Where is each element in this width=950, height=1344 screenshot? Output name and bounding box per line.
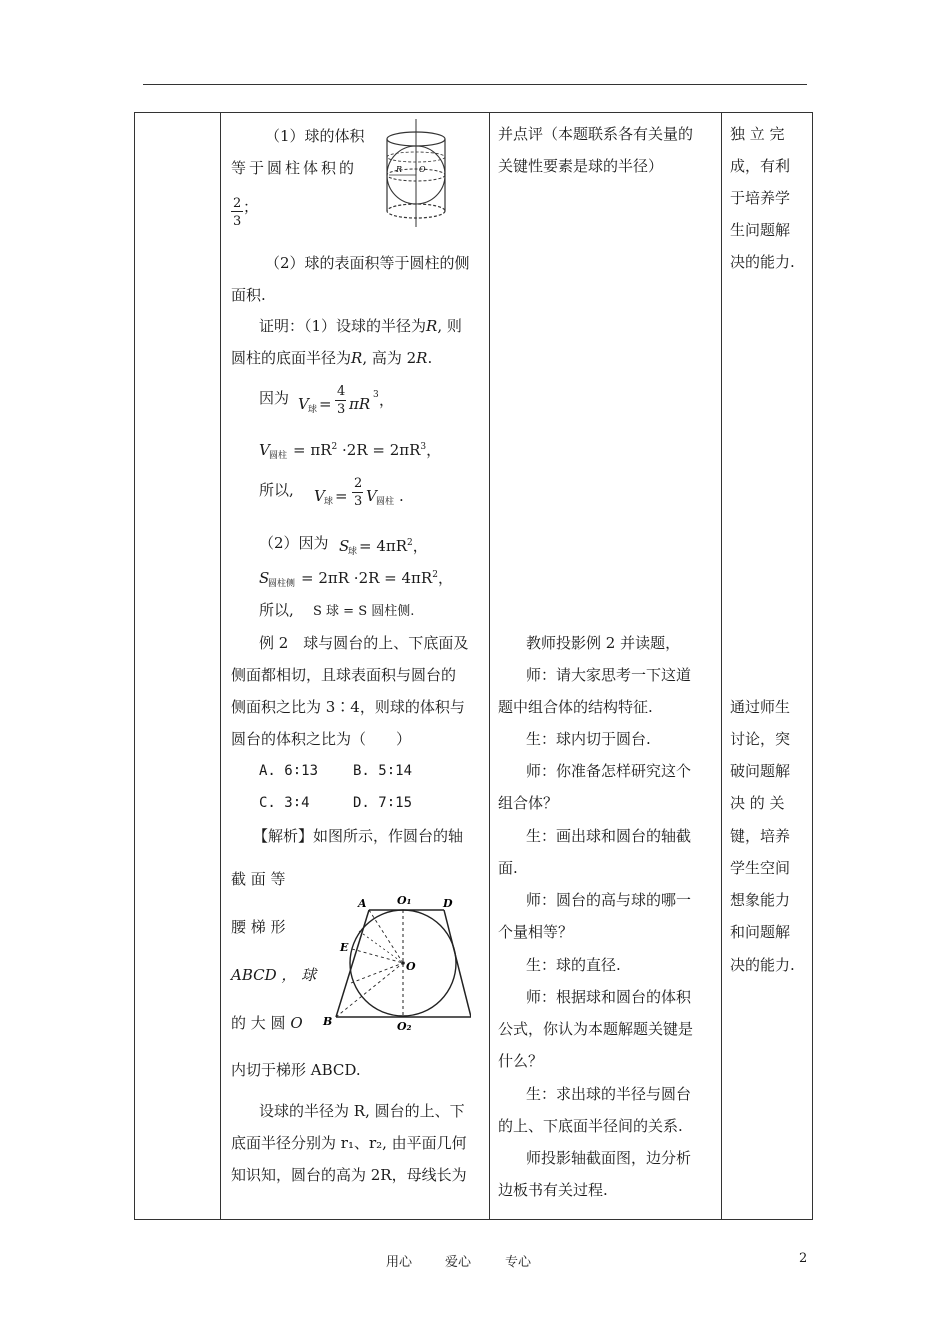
option-a: A. 6∶13 — [259, 763, 319, 779]
teacher-a2: 关键性要素是球的半径） — [498, 157, 664, 175]
cylinder-sphere-figure — [379, 119, 449, 227]
teacher-b2: 师：请大家思考一下这道 — [526, 666, 692, 684]
intent-b7: 想象能力 — [730, 891, 791, 909]
intent-a3: 于培养学 — [730, 189, 791, 207]
teacher-b15: 生：求出球的半径与圆台 — [526, 1085, 692, 1103]
cube-1: 3 — [373, 390, 379, 400]
page-number: 2 — [799, 1251, 808, 1266]
ex2-line-1: 例 2 球与圆台的上、下底面及 — [259, 634, 469, 652]
teacher-b3: 题中组合体的结构特征. — [498, 698, 653, 716]
col-content — [221, 113, 490, 1220]
frac-num: 2 — [233, 196, 242, 211]
frac-den: 3 — [233, 214, 242, 229]
thm-1b: 等于圆柱体积的 — [231, 159, 358, 177]
analysis-line-1: 【解析】如图所示，作圆台的轴 — [253, 827, 464, 845]
analysis-line-5: 的 大 圆 O — [231, 1014, 303, 1032]
teacher-b6: 组合体？ — [498, 794, 559, 812]
pi-r: πR — [349, 395, 371, 413]
intent-b6: 学生空间 — [730, 859, 791, 877]
frac-4: 4 — [337, 384, 346, 399]
setup-line-2: 底面半径分别为 r₁、r₂, 由平面几何 — [231, 1134, 467, 1152]
v-cyl-2: V — [366, 487, 377, 505]
label-a: A — [358, 897, 367, 910]
thm-2b: 面积. — [231, 286, 266, 304]
eq-4: = $4\pi R^2$， — [359, 537, 428, 555]
setup-line-3: 知识知，圆台的高为 2R，母线长为 — [231, 1166, 467, 1184]
label-o2: O₂ — [397, 1020, 412, 1031]
teacher-b12: 师：根据球和圆台的体积 — [526, 988, 692, 1006]
teacher-b8: 面. — [498, 859, 518, 877]
s-ball-sub: 球 — [348, 547, 358, 557]
svg-text:R: R — [396, 165, 403, 174]
col-intent — [722, 113, 813, 1220]
eq-2: = $\pi R^2 \cdot 2R = 2\pi R^3$， — [293, 441, 442, 459]
intent-b3: 破问题解 — [730, 762, 791, 780]
semicolon: ； — [243, 198, 259, 216]
option-b: B. 5∶14 — [353, 763, 413, 779]
svg-text:O: O — [419, 165, 426, 174]
label-o1: O₁ — [397, 894, 412, 907]
teacher-b17: 师投影轴截面图，边分析 — [526, 1149, 692, 1167]
footer-yongxin: 用心 — [386, 1255, 413, 1270]
teacher-b16: 的上、下底面半径间的关系. — [498, 1117, 683, 1135]
period-1: . — [399, 487, 404, 505]
teacher-b1: 教师投影例 2 并读题， — [526, 634, 681, 652]
v-cyl-sub: 圆柱 — [269, 451, 288, 461]
teacher-b11: 生：球的直径. — [526, 956, 621, 974]
ex2-line-2: 侧面都相切，且球表面积与圆台的 — [231, 666, 457, 684]
frac-bar-2 — [335, 400, 346, 401]
v-ball-sub: 球 — [308, 405, 318, 415]
label-d: D — [443, 897, 453, 910]
thm-1a: （1）球的体积 — [265, 127, 365, 145]
frac-3: 3 — [337, 402, 346, 417]
because-label: 因为 — [259, 389, 290, 407]
col-teacher — [490, 113, 722, 1220]
option-d: D. 7∶15 — [353, 795, 413, 811]
intent-a2: 成，有利 — [730, 157, 791, 175]
s-side: S — [259, 569, 270, 587]
label-o: O — [406, 960, 416, 973]
intent-b2: 讨论，突 — [730, 730, 791, 748]
col-blank — [135, 113, 221, 1220]
proof-line-2: 圆柱的底面半径为R, 高为 2R. — [231, 349, 433, 367]
intent-b4: 决 的 关 — [730, 794, 785, 812]
analysis-line-2: 截 面 等 — [231, 870, 286, 888]
lesson-table — [134, 112, 813, 1220]
intent-b5: 键，培养 — [730, 827, 791, 845]
teacher-b5: 师：你准备怎样研究这个 — [526, 762, 692, 780]
proof-line-1: 证明：（1）设球的半径为R, 则 — [259, 317, 462, 335]
so2-label: 所以, — [259, 601, 294, 619]
thm-2a: （2）球的表面积等于圆柱的侧 — [265, 254, 470, 272]
frac-2: 2 — [354, 476, 363, 491]
s-side-sub: 圆柱侧 — [268, 579, 296, 589]
trapezoid-figure — [321, 891, 471, 1031]
analysis-line-6: 内切于梯形 ABCD. — [231, 1061, 361, 1079]
eq-5: = $2\pi R \cdot 2R = 4\pi R^2$， — [301, 569, 453, 587]
teacher-a1: 并点评（本题联系各有关量的 — [498, 125, 694, 143]
intent-b9: 决的能力. — [730, 956, 795, 974]
intent-a5: 决的能力. — [730, 253, 795, 271]
s-equality: S 球 = S 圆柱侧. — [313, 604, 415, 619]
eq-1: = — [319, 395, 332, 413]
footer-aixin: 爱心 — [445, 1255, 472, 1270]
analysis-line-3: 腰 梯 形 — [231, 918, 286, 936]
v-ball: V — [298, 395, 309, 413]
v-cyl-2-sub: 圆柱 — [376, 497, 395, 507]
because2-label: （2）因为 — [259, 534, 329, 552]
frac-bar — [231, 211, 243, 212]
teacher-b10: 个量相等？ — [498, 923, 574, 941]
teacher-b13: 公式，你认为本题解题关键是 — [498, 1020, 694, 1038]
eq-3: = — [335, 487, 348, 505]
v-ball-2: V — [314, 487, 325, 505]
analysis-line-4: ABCD ， 球 — [231, 966, 317, 984]
setup-line-1: 设球的半径为 R, 圆台的上、下 — [259, 1102, 465, 1120]
comma-1: ， — [379, 391, 395, 409]
ex2-line-3: 侧面积之比为 3∶4，则球的体积与 — [231, 698, 465, 716]
option-c: C. 3∶4 — [259, 795, 310, 811]
v-ball-2-sub: 球 — [324, 497, 334, 507]
teacher-b4: 生：球内切于圆台. — [526, 730, 651, 748]
ex2-line-4: 圆台的体积之比为（ ） — [231, 730, 412, 748]
teacher-b7: 生：画出球和圆台的轴截 — [526, 827, 692, 845]
s-ball: S — [339, 537, 350, 555]
so-label: 所以, — [259, 481, 294, 499]
teacher-b18: 边板书有关过程. — [498, 1181, 608, 1199]
teacher-b9: 师：圆台的高与球的哪一 — [526, 891, 692, 909]
frac-3b: 3 — [354, 494, 363, 509]
footer-zhuanxin: 专心 — [505, 1255, 532, 1270]
header-rule — [143, 84, 807, 85]
teacher-b14: 什么？ — [498, 1052, 544, 1070]
v-cyl: V — [259, 441, 270, 459]
intent-b8: 和问题解 — [730, 923, 791, 941]
label-b: B — [323, 1015, 333, 1028]
intent-a4: 生问题解 — [730, 221, 791, 239]
intent-a1: 独 立 完 — [730, 125, 785, 143]
label-e: E — [340, 941, 349, 954]
frac-bar-3 — [352, 492, 363, 493]
intent-b1: 通过师生 — [730, 698, 791, 716]
